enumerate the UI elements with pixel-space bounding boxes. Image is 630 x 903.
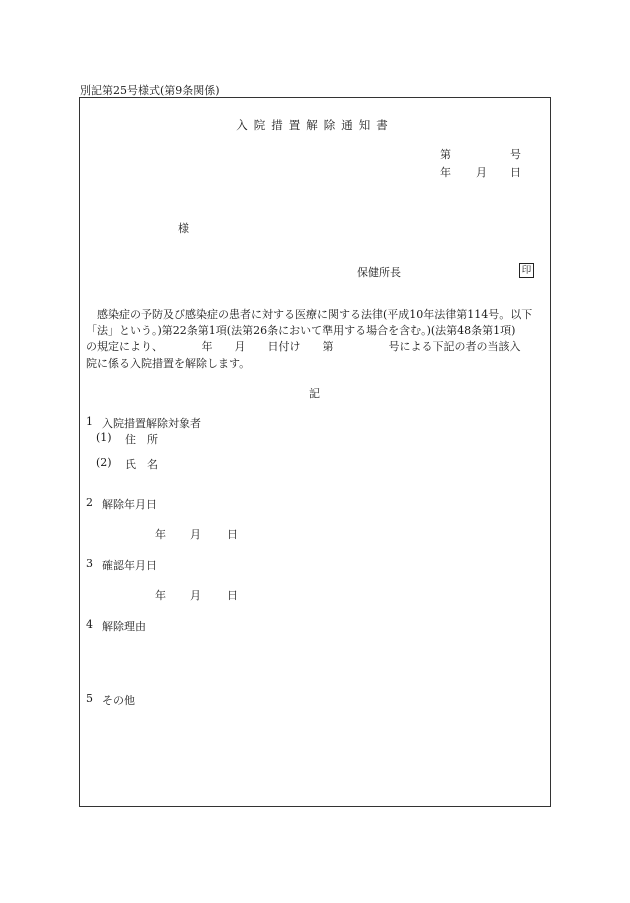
section-1-1-number: (1) bbox=[96, 431, 112, 444]
section-3-label: 確認年月日 bbox=[102, 559, 157, 572]
body-line: 院に係る入院措置を解除します。 bbox=[86, 356, 251, 370]
addressee-suffix: 様 bbox=[178, 222, 189, 235]
section-5-label: その他 bbox=[102, 694, 135, 707]
doc-number-go: 号 bbox=[510, 148, 521, 161]
section-2-day: 日 bbox=[227, 528, 238, 541]
section-2-number: 2 bbox=[86, 496, 93, 509]
section-2-label: 解除年月日 bbox=[102, 498, 157, 511]
doc-date-day: 日 bbox=[510, 166, 521, 179]
form-frame bbox=[79, 97, 551, 807]
section-2-month: 月 bbox=[190, 528, 201, 541]
section-1-2-label: 氏 名 bbox=[125, 458, 158, 471]
issuer: 保健所長 bbox=[357, 266, 401, 279]
form-caption: 別記第25号様式(第9条関係) bbox=[80, 84, 220, 97]
section-1-label: 入院措置解除対象者 bbox=[102, 417, 201, 430]
section-3-month: 月 bbox=[190, 589, 201, 602]
body-line: の規定により、 年 月 日付け 第 号による下記の者の当該入 bbox=[86, 340, 521, 354]
section-4-label: 解除理由 bbox=[102, 620, 146, 633]
section-2-year: 年 bbox=[155, 528, 166, 541]
doc-date-year: 年 bbox=[440, 166, 451, 179]
ki-label: 記 bbox=[309, 387, 320, 400]
section-1-number: 1 bbox=[86, 415, 93, 428]
section-1-2-number: (2) bbox=[96, 456, 112, 469]
doc-number-dai: 第 bbox=[440, 148, 451, 161]
section-4-number: 4 bbox=[86, 618, 93, 631]
section-5-number: 5 bbox=[86, 692, 93, 705]
body-line: 「法」という。)第22条第1項(法第26条において準用する場合を含む。)(法第48条第1項) bbox=[86, 324, 516, 338]
body-paragraph bbox=[86, 307, 548, 372]
form-title: 入院措置解除通知書 bbox=[236, 118, 394, 132]
section-1-1-label: 住 所 bbox=[125, 433, 158, 446]
seal-mark: 印 bbox=[519, 263, 534, 278]
body-line: 感染症の予防及び感染症の患者に対する医療に関する法律(平成10年法律第114号。以下 bbox=[97, 308, 533, 321]
doc-date-month: 月 bbox=[476, 166, 487, 179]
section-3-number: 3 bbox=[86, 557, 93, 570]
section-3-day: 日 bbox=[227, 589, 238, 602]
section-3-year: 年 bbox=[155, 589, 166, 602]
